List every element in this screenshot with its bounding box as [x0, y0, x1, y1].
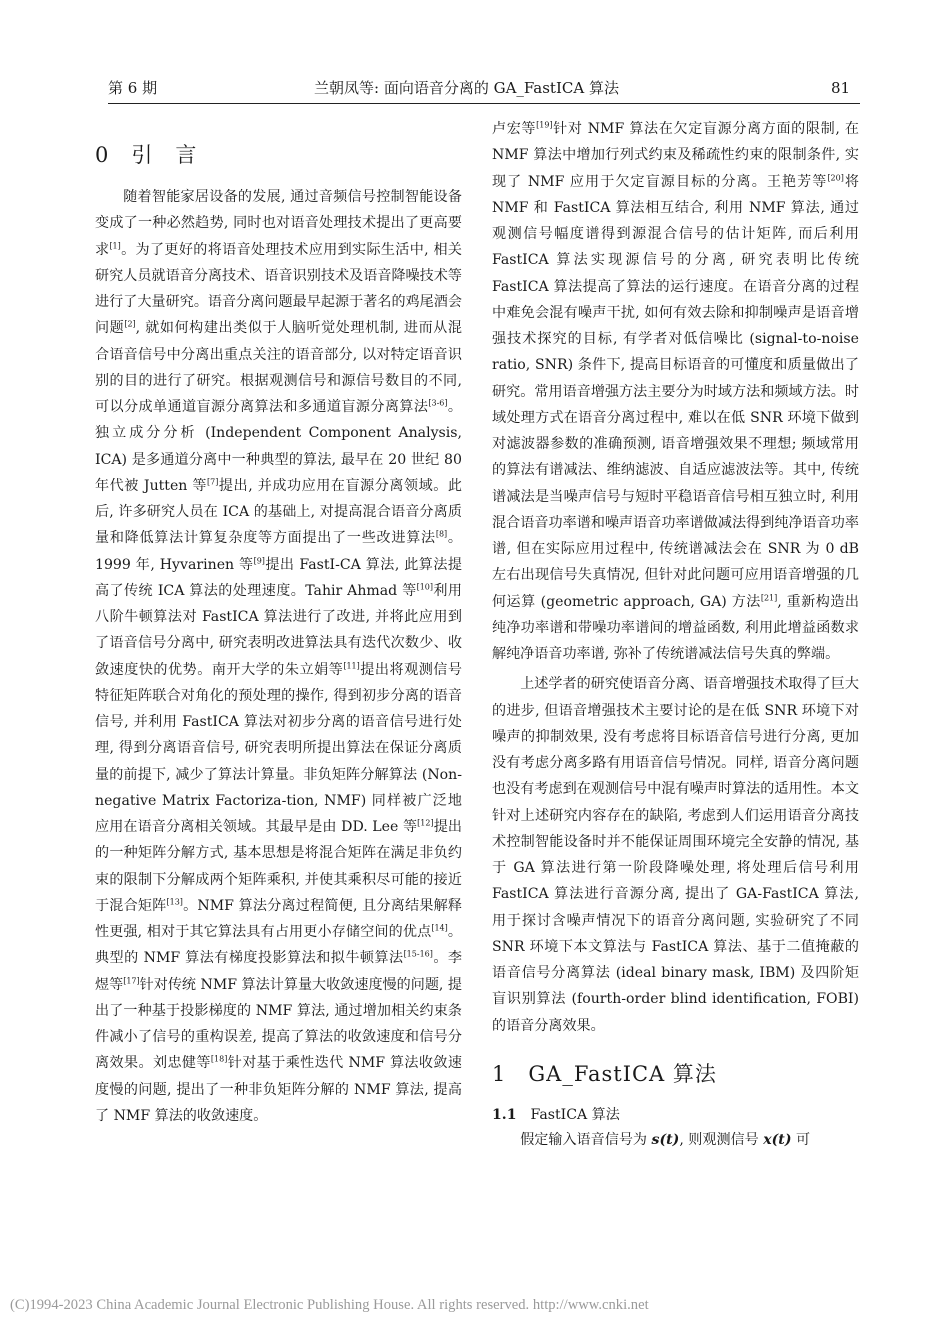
- left-column: [95, 116, 462, 1129]
- citation: [15-16]: [403, 949, 433, 959]
- header-page-number: 81: [831, 79, 851, 97]
- citation: [1]: [109, 240, 121, 250]
- citation: [17]: [123, 975, 140, 985]
- header-rule: [108, 103, 860, 104]
- section-1-1-paragraph: 假定输入语音信号为 s(t), 则观测信号 x(t) 可: [520, 1131, 811, 1148]
- citation: [7]: [207, 477, 219, 487]
- header-running-title: 兰朝凤等: 面向语音分离的 GA_FastICA 算法: [314, 79, 619, 97]
- citation: [13]: [166, 897, 183, 907]
- citation: [2]: [124, 319, 136, 329]
- citation: [21]: [760, 592, 778, 602]
- intro-paragraph-1: 随着智能家居设备的发展, 通过音频信号控制智能设备变成了一种必然趋势, 同时也对语音处理技术提出了更高要求[1]。为了更好的将语音处理技术应用到实际生活中, 相关研究人员就语音分离技术、语音识别技术及语音降噪技术等进行了大量研究。语音分离问题最早起源于著名的鸡尾酒会问题[2], 就如何构建出类似于人脑听觉处理机制, 进而从混合语音信号中分离出重点关注的语音部分, 以对特定语音识别的目的进行了研究。根据观测信号和源信号数目的不同, 可以分成单通道盲源分离算法和多通道盲源分离算法[3-6]。独立成分分析 (Independent Component Analysis, ICA) 是多通道分离中一种典型的算法, 最早在 20 世纪 80 年代被 Jutten 等[7]提出, 并成功应用在盲源分离领域。此后, 许多研究人员在 ICA 的基础上, 对提高混合语音分离质量和降低算法计算复杂度等方面提出了一些改进算法[8]。1999 年, Hyvarinen 等[9]提出 FastI-CA 算法, 此算法提高了传统 ICA 算法的处理速度。Tahir Ahmad 等[10]利用八阶牛顿算法对 FastICA 算法进行了改进, 并将此应用到了语音信号分离中, 研究表明改进算法具有迭代次数少、收敛速度快的优势。南开大学的朱立娟等[11]提出将观测信号特征矩阵联合对角化的预处理的操作, 得到初步分离的语音信号, 并利用 FastICA 算法对初步分离的语音信号进行处理, 得到分离语音信号, 研究表明所提出算法在保证分离质量的前提下, 减少了算法计算量。非负矩阵分解算法 (Non-negative Matrix Factoriza-tion, NMF) 同样被广泛地应用在语音分离相关领域。其最早是由 DD. Lee 等[12]提出的一种矩阵分解方式, 基本思想是将混合矩阵在满足非负约束的限制下分解成两个矩阵乘积, 并使其乘积尽可能的接近于混合矩阵[13]。NMF 算法分离过程简便, 且分离结果解释性更强, 相对于其它算法具有占用更小存储空间的优点[14]。典型的 NMF 算法有梯度投影算法和拟牛顿算法[15-16]。李煜等[17]针对传统 NMF 算法计算量大收敛速度慢的问题, 提出了一种基于投影梯度的 NMF 算法, 通过增加相关约束条件减小了信号的重构误差, 提高了算法的收敛速度和信号分离效果。刘忠健等[18]针对基于乘性迭代 NMF 算法收敛速度慢的问题, 提出了一种非负矩阵分解的 NMF 算法, 提高了 NMF 算法的收敛速度。: [95, 189, 463, 1124]
- citation: [3-6]: [428, 398, 448, 408]
- copyright-footer: (C)1994-2023 China Academic Journal Electronic Publishing House. All rights reserved. http://www.cnki.net: [10, 1297, 649, 1313]
- citation: [9]: [253, 555, 265, 565]
- subsection-1-1-heading: 1.1 FastICA 算法: [492, 1106, 620, 1123]
- section-0-heading: 0 引 言: [95, 143, 198, 167]
- citation: [8]: [435, 529, 448, 539]
- citation: [18]: [210, 1054, 228, 1064]
- citation: [11]: [343, 660, 360, 670]
- citation: [14]: [431, 923, 448, 933]
- intro-paragraph-2: 上述学者的研究使语音分离、语音增强技术取得了巨大的进步, 但语音增强技术主要讨论的是在低 SNR 环境下对噪声的抑制效果, 没有考虑将目标语音信号进行分离, 更加没有考虑分离多路有用语音信号情况。同样, 语音分离问题也没有考虑到在观测信号中混有噪声时算法的适用性。本文针对上述研究内容存在的缺陷, 考虑到人们运用语音分离技术控制智能设备时并不能保证周围环境完全安静的情况, 基于 GA 算法进行第一阶段降噪处理, 将处理后信号利用 FastICA 算法进行音源分离, 提出了 GA-FastICA 算法, 用于探讨含噪声情况下的语音分离问题, 实验研究了不同 SNR 环境下本文算法与 FastICA 算法、基于二值掩蔽的语音信号分离算法 (ideal binary mask, IBM) 及四阶矩盲识别算法 (fourth-order blind identification, FOBI) 的语音分离效果。: [492, 676, 859, 1034]
- citation: [10]: [416, 582, 433, 592]
- intro-paragraph-1-continued: 卢宏等[19]针对 NMF 算法在欠定盲源分离方面的限制, 在 NMF 算法中增加行列式约束及稀疏性约束的限制条件, 实现了 NMF 应用于欠定盲源目标的分离。王艳芳等[20]将 NMF 和 FastICA 算法相互结合, 利用 NMF 算法, 通过观测信号幅度谱得到源混合信号的估计矩阵, 而后利用 FastICA 算法实现源信号的分离, 研究表明比传统 FastICA 算法提高了算法的运行速度。在语音分离的过程中难免会混有噪声干扰, 如何有效去除和抑制噪声是语音增强技术探究的目标, 有学者对低信噪比 (signal-to-noise ratio, SNR) 条件下, 提高目标语音的可懂度和质量做出了研究。常用语音增强方法主要分为时域方法和频域方法。时域处理方式在语音分离过程中, 难以在低 SNR 环境下做到对滤波器参数的准确预测, 语音增强效果不理想; 频域常用的算法有谱减法、维纳滤波、自适应滤波法等。其中, 传统谱减法是当噪声信号与短时平稳语音信号相互独立时, 利用混合语音功率谱和噪声语音功率谱做减法得到纯净语音功率谱, 但在实际应用过程中, 传统谱减法会在 SNR 为 0 dB 左右出现信号失真情况, 但针对此问题可应用语音增强的几何运算 (geometric approach, GA) 方法[21], 重新构造出纯净功率谱和带噪功率谱间的增益函数, 利用此增益函数求解纯净语音功率谱, 弥补了传统谱减法信号失真的弊端。: [492, 120, 860, 662]
- citation: [12]: [417, 818, 434, 828]
- header-issue: 第 6 期: [108, 79, 158, 97]
- right-column: [492, 116, 859, 1153]
- section-1-heading: 1 GA_FastICA 算法: [492, 1061, 717, 1086]
- citation: [19]: [536, 120, 553, 130]
- citation: [20]: [827, 172, 844, 182]
